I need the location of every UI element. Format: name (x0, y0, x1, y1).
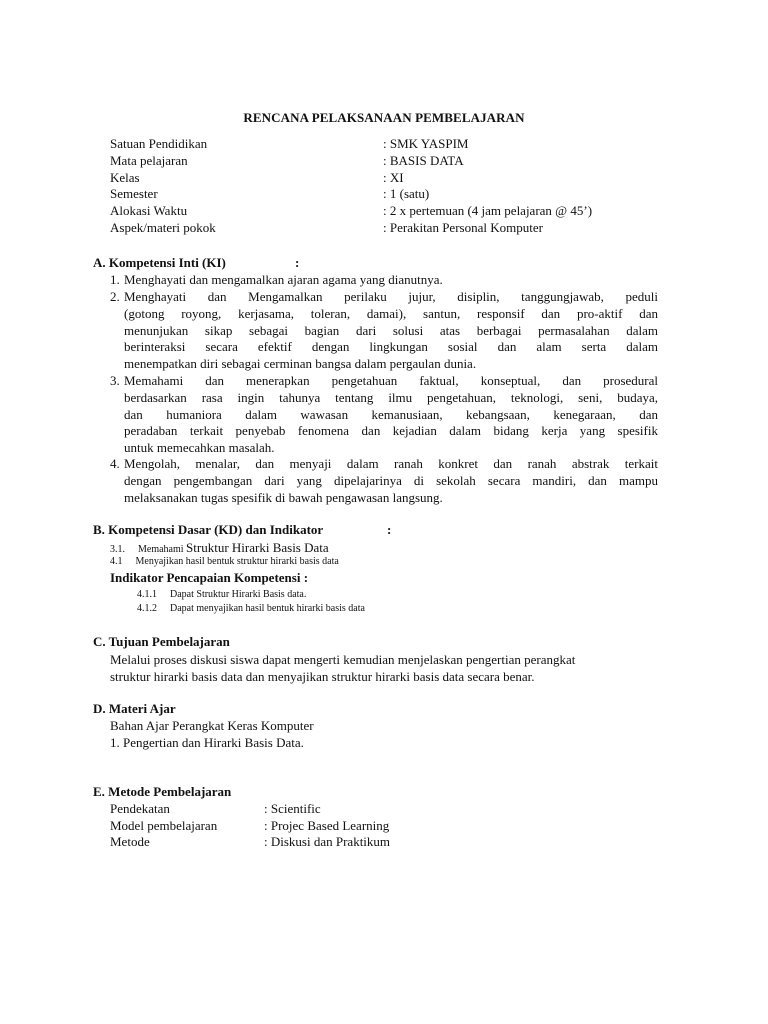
metode-label: Pendekatan (110, 801, 170, 816)
section-b-title: B. Kompetensi Dasar (KD) dan Indikator (93, 522, 324, 537)
identity-value: : Perakitan Personal Komputer (383, 220, 543, 235)
section-a-title: A. Kompetensi Inti (KI) (93, 255, 226, 270)
indicator-text: Dapat menyajikan hasil bentuk hirarki basis data (170, 603, 365, 614)
indicator-item (137, 603, 365, 614)
list-number: 3. (110, 373, 120, 388)
section-c-heading: C. Tujuan Pembelajaran (93, 634, 230, 649)
identity-label: Satuan Pendidikan (110, 136, 208, 151)
kd-item-3-1 (110, 540, 329, 556)
text-line: Memahami dan menerapkan pengetahuan faktual, konseptual, dan prosedural (124, 373, 658, 388)
metode-value: : Diskusi dan Praktikum (264, 834, 391, 849)
indikator-heading: Indikator Pencapaian Kompetensi : (110, 570, 309, 585)
section-b-colon: : (387, 522, 392, 537)
identity-label: Aspek/materi pokok (110, 220, 216, 235)
identity-label: Mata pelajaran (110, 153, 188, 168)
list-number: 1. (110, 272, 120, 287)
indicator-number: 4.1.1 (137, 589, 157, 600)
text-line: Menghayati dan Mengamalkan perilaku jujur, disiplin, tanggungjawab, peduli (124, 289, 658, 304)
identity-label: Kelas (110, 170, 140, 185)
metode-label: Model pembelajaran (110, 818, 218, 833)
text-line: struktur hirarki basis data dan menyajikan struktur hirarki basis data secara benar. (110, 669, 535, 684)
text-line: Menghayati dan mengamalkan ajaran agama yang dianutnya. (124, 272, 443, 287)
identity-label: Alokasi Waktu (110, 203, 188, 218)
kd-item-4-1 (110, 556, 339, 567)
indicator-item (137, 589, 306, 600)
materi-line-1: Bahan Ajar Perangkat Keras Komputer (110, 718, 314, 733)
metode-value: : Scientific (264, 801, 321, 816)
text-line: (gotong royong, kerjasama, toleran, damai), santun, responsif dan pro-aktif dan (124, 305, 658, 321)
indicator-number: 4.1.2 (137, 603, 157, 614)
identity-label: Semester (110, 186, 158, 201)
text-line: melaksanakan tugas spesifik di bawah pengawasan langsung. (124, 489, 443, 505)
section-a-colon: : (295, 255, 300, 270)
indicator-text: Dapat Struktur Hirarki Basis data. (170, 589, 307, 600)
list-text (124, 373, 658, 457)
identity-value: : 2 x pertemuan (4 jam pelajaran @ 45’) (383, 203, 593, 218)
section-a-heading (93, 255, 300, 271)
materi-line-2: 1. Pengertian dan Hirarki Basis Data. (110, 735, 304, 750)
kd-number: 3.1. (110, 544, 125, 555)
text-line: menunjukan sikap sebagai bagian dari solusi atas berbagai permasalahan dalam (124, 322, 658, 338)
list-text (124, 289, 658, 373)
section-d-heading: D. Materi Ajar (93, 701, 176, 716)
text-line: berinteraksi secara efektif dengan lingkungan sosial dan alam serta dalam (124, 339, 658, 355)
identity-value: : 1 (satu) (383, 186, 430, 201)
section-b-heading (93, 522, 392, 538)
list-text (124, 272, 658, 289)
kd-verb: Memahami (138, 544, 184, 555)
kd-number: 4.1 (110, 556, 123, 567)
text-line: menempatkan diri sebagai cerminan bangsa dalam pergaulan dunia. (124, 356, 477, 371)
text-line: berdasarkan rasa ingin tahunya tentang ilmu pengetahuan, teknologi, seni, budaya, (124, 389, 658, 405)
metode-value: : Projec Based Learning (264, 818, 390, 833)
text-line: dan humaniora dalam wawasan kemanusiaan, kebangsaan, kenegaraan, dan (124, 406, 658, 422)
list-number: 2. (110, 289, 120, 304)
tujuan-paragraph (110, 651, 658, 685)
section-e-heading: E. Metode Pembelajaran (93, 784, 232, 799)
kd-text: Menyajikan hasil bentuk struktur hirarki basis data (135, 556, 339, 567)
text-line: Mengolah, menalar, dan menyaji dalam ranah konkret dan ranah abstrak terkait (124, 456, 658, 471)
text-line: untuk memecahkan masalah. (124, 440, 275, 455)
text-line: dengan pengembangan dari yang dipelajarinya di sekolah secara mandiri, dan mampu (124, 472, 658, 488)
text-line: peradaban terkait penyebab fenomena dan kejadian dalam bidang kerja yang spesifik (124, 423, 658, 439)
list-number: 4. (110, 456, 120, 471)
identity-value: : SMK YASPIM (383, 136, 469, 151)
identity-value: : XI (383, 170, 404, 185)
identity-value: : BASIS DATA (383, 153, 464, 168)
text-line: Melalui proses diskusi siswa dapat mengerti kemudian menjelaskan pengertian perangkat (110, 652, 576, 667)
metode-label: Metode (110, 834, 150, 849)
kd-text: Struktur Hirarki Basis Data (186, 540, 329, 555)
document-title: RENCANA PELAKSANAAN PEMBELAJARAN (243, 110, 525, 125)
list-text (124, 456, 658, 506)
